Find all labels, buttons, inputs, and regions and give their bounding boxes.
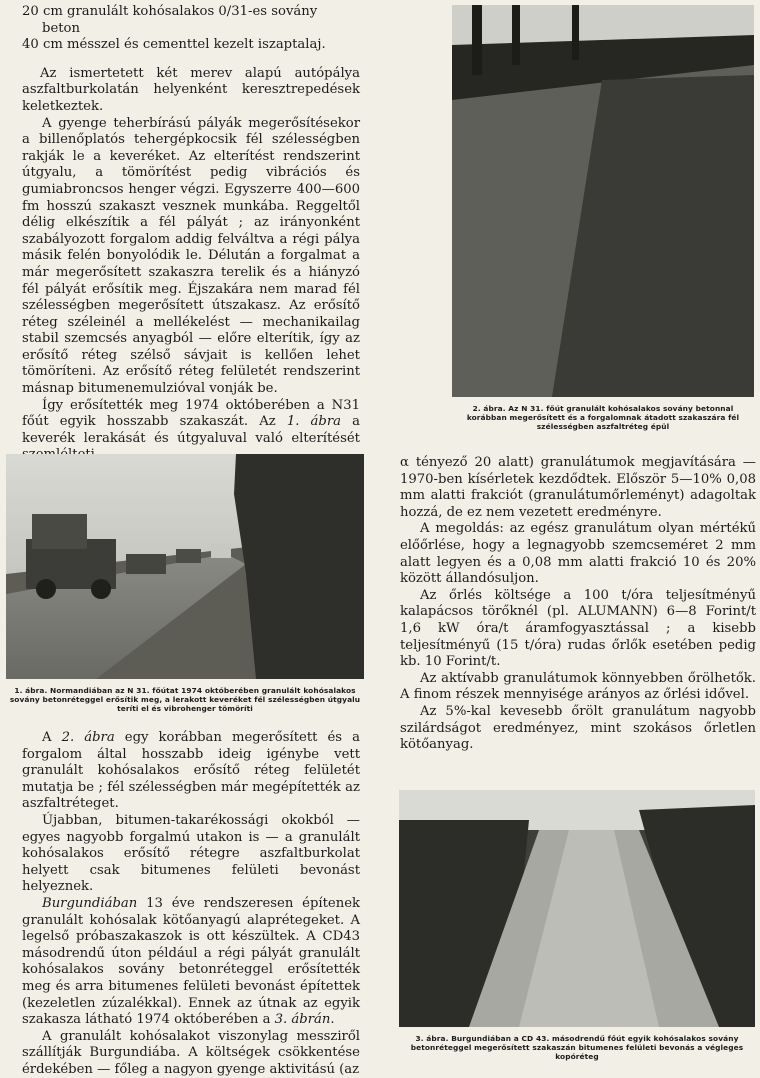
- road-construction-image: [6, 454, 364, 679]
- figure-2-photo: [452, 5, 754, 397]
- paragraph: A megoldás: az egész granulátum olyan mértékű előőrlése, hogy a legnagyobb szemcseméret 2 mm alatt legyen és a 0,08 mm alatti frakció 10 és 20% között állandósuljon.: [400, 521, 756, 587]
- paragraph: A gyenge teherbírású pályák megerősítésekor a billenőplatós tehergépkocsik fél szélességben rakják le a keveréket. Az elterítést rendszerint útgyalu, a tömörítést pedig vibrációs és gumiabroncsos henger végzi. Egyszerre 400—600 fm hosszú szakaszt vesznek munkába. Reggeltől délig elkészítik a fél pályát ; az irányonként szabályozott forgalom addig felváltva a régi pálya másik felén bonyolódik le. Délután a forgalmat a már megerősített szakaszra terelik és a hiányzó fél pályát erősítik meg. Éjszakára nem marad fél szélességben megerősített útszakasz. Az erősítő réteg széleinél a mellékelést — mechanikailag stabil szemcsés anyagból — előre elterítik, így az erősítő réteg szélső sávjait is kellően lehet tömöríteni. Az erősítő réteg felületét rendszerint másnap bitumenemulzióval vonják be.: [22, 115, 360, 397]
- paragraph: Az 5%-kal kevesebb őrölt granulátum nagyobb szilárdságot eredményez, mint szokásos őrletlen kötőanyag.: [400, 703, 756, 753]
- paragraph: α tényező 20 alatt) granulátumok megjavítására — 1970-ben kísérletek kezdődtek. Először 5—10% 0,08 mm alatti frakciót (granulátumőrleményt) adagoltak hozzá, de ez nem vezetett eredményre.: [400, 455, 756, 520]
- left-column-bottom: [22, 730, 360, 1078]
- figure-reference: 3. ábrán: [274, 1012, 331, 1028]
- left-column-top: [22, 4, 360, 464]
- paragraph: Az aktívabb granulátumok könnyebben őrölhetők. A finom részek mennyisége arányos az őrlési idővel.: [400, 670, 756, 703]
- figure-reference: 1. ábra: [286, 414, 341, 430]
- place-name: Burgundiában: [42, 895, 138, 911]
- figure-2-caption: 2. ábra. Az N 31. főút granulált kohósalakos sovány betonnal korábban megerősített és a forgalomnak átadott szakaszára fél szélességben aszfaltréteg épül: [466, 404, 740, 431]
- figure-1-photo: [6, 454, 364, 679]
- paragraph: Így erősítették meg 1974 októberében a N31 főút egyik hosszabb szakaszát. Az 1. ábra a keverék lerakását és útgyaluval való elterítését: [22, 397, 360, 446]
- right-column-middle: [400, 455, 756, 754]
- paragraph: Újabban, bitumen-takarékossági okokból — egyes nagyobb forgalmú utakon is — a granulált kohósalakos erősítő rétegre aszfaltburkolat helyett csak bitumenes felületi bevonást helyeznek.: [22, 812, 360, 895]
- paragraph: A 2. ábra egy korábban megerősített és a forgalom által hosszabb ideig igénybe vett granulált kohósalakos erősítő réteg felületét mutatja be ; fél szélességben már megépítették az aszfaltréteget.: [22, 730, 360, 812]
- paragraph: Az ismertetett két merev alapú autópálya aszfaltburkolatán helyenként keresztrepedések keletkeztek.: [22, 65, 360, 114]
- figure-reference: 2. ábra: [61, 730, 115, 745]
- figure-1-caption: 1. ábra. Normandiában az N 31. főútat 1974 októberében granulált kohósalakos sovány betonréteggel erősítik meg, a lerakott keveréket fél szélességben útgyalu teríti el és vibrohenger tömöríti: [9, 686, 361, 713]
- paragraph: A granulált kohósalakot viszonylag messziről szállítják Burgundiába. A költségek csökkentése érdekében — főleg a nagyon gyenge aktivitású (az: [22, 1028, 360, 1077]
- road-bitumen-surface-image: [399, 790, 755, 1027]
- paragraph: Burgundiában 13 éve rendszeresen építenek granulált kohósalak kötőanyagú alaprétegeket. A legelső próbaszakaszok is ott készültek. A CD43 másodrendű úton például a régi pályát granulált kohósalakos sovány betonréteggel erősítették meg és arra bitumenes felületi bevonást építettek (kezeletlen zúzalékkal). Ennek az útnak az egyik szakasza látható 1974 októberében a 3. ábrán.: [22, 895, 360, 1028]
- road-surface-image: [452, 5, 754, 397]
- figure-3-caption: 3. ábra. Burgundiában a CD 43. másodrendű főút egyik kohósalakos sovány betonréteggel megerősített szakaszán bitumenes felületi bevonás a végleges kopóréteg: [410, 1034, 744, 1061]
- figure-3-photo: [399, 790, 755, 1027]
- paragraph: Az őrlés költsége a 100 t/óra teljesítményű kalapácsos törőknél (pl. ALUMANN) 6—8 Forint/t 1,6 kW óra/t áramfogyasztással ; a kisebb teljesítményű (15 t/óra) rudas őrlők esetében pedig kb. 10 Forint/t.: [400, 587, 756, 670]
- layer-list-item-1-cont: beton: [42, 20, 80, 36]
- layer-list-item-2: 40 cm mésszel és cementtel kezelt iszaptalaj.: [22, 37, 326, 53]
- layer-list-item-1: 20 cm granulált kohósalakos 0/31-es sovány: [22, 4, 318, 19]
